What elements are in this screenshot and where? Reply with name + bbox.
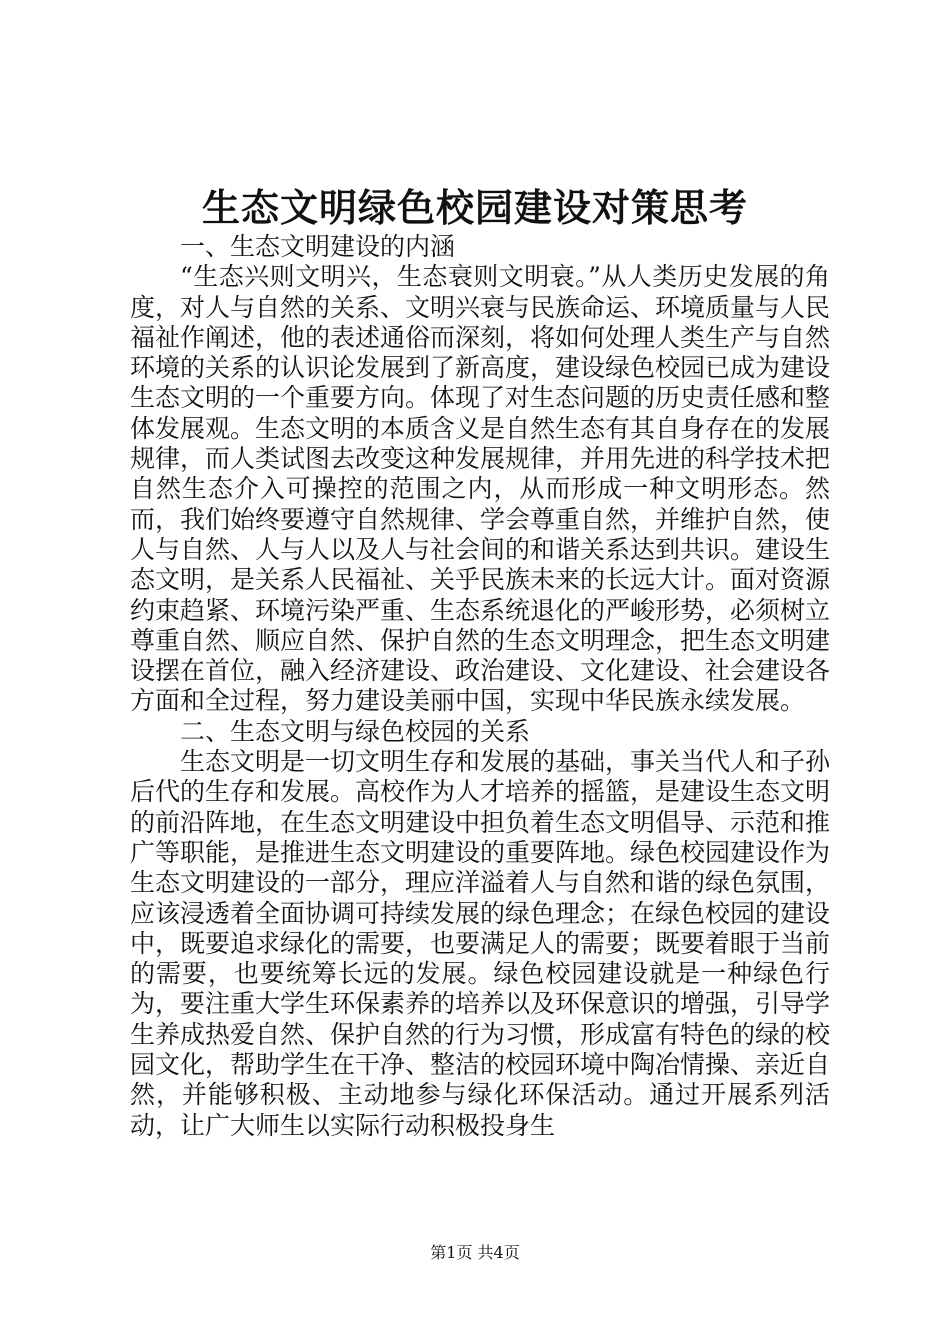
page-footer: 第1页 共4页 — [430, 1243, 520, 1262]
section-paragraph-2: 生态文明是一切文明生存和发展的基础，事关当代人和子孙后代的生存和发展。高校作为人才培养的摇篮，是建设生态文明的前沿阵地，在生态文明建设中担负着生态文明倡导、示范和推广等职能，是推进生态文明建设的重要阵地。绿色校园建设作为生态文明建设的一部分，理应洋溢着人与自然和谐的绿色氛围，应该浸透着全面协调可持续发展的绿色理念；在绿色校园的建设中，既要追求绿化的需要，也要满足人的需要；既要着眼于当前的需要，也要统筹长远的发展。绿色校园建设就是一种绿色行为，要注重大学生环保素养的培养以及环保意识的增强，引导学生养成热爱自然、保护自然的行为习惯，形成富有特色的绿的校园文化，帮助学生在干净、整洁的校园环境中陶冶情操、亲近自然，并能够积极、主动地参与绿化环保活动。通过开展系列活动，让广大师生以实际行动积极投身生 — [130, 747, 831, 1140]
document-body — [130, 232, 830, 1141]
document-title: 生态文明绿色校园建设对策思考 — [201, 185, 748, 230]
section-heading-1: 一、生态文明建设的内涵 — [180, 232, 456, 261]
section-heading-2: 二、生态文明与绿色校园的关系 — [180, 716, 531, 746]
section-paragraph-1: “生态兴则文明兴，生态衰则文明衰。”从人类历史发展的角度，对人与自然的关系、文明兴衰与民族命运、环境质量与人民福祉作阐述，他的表述通俗而深刻，将如何处理人类生产与自然环境的关系的认识论发展到了新高度，建设绿色校园已成为建设生态文明的一个重要方向。体现了对生态问题的历史责任感和整体发展观。生态文明的本质含义是自然生态有其自身存在的发展规律，而人类试图去改变这种发展规律，并用先进的科学技术把自然生态介入可操控的范围之内，从而形成一种文明形态。然而，我们始终要遵守自然规律、学会尊重自然，并维护自然，使人与自然、人与人以及人与社会间的和谐关系达到共识。建设生态文明，是关系人民福祉、关乎民族未来的长远大计。面对资源约束趋紧、环境污染严重、生态系统退化的严峻形势，必须树立尊重自然、顺应自然、保护自然的生态文明理念，把生态文明建设摆在首位，融入经济建设、政治建设、文化建设、社会建设各方面和全过程，努力建设美丽中国，实现中华民族永续发展。 — [130, 262, 831, 716]
